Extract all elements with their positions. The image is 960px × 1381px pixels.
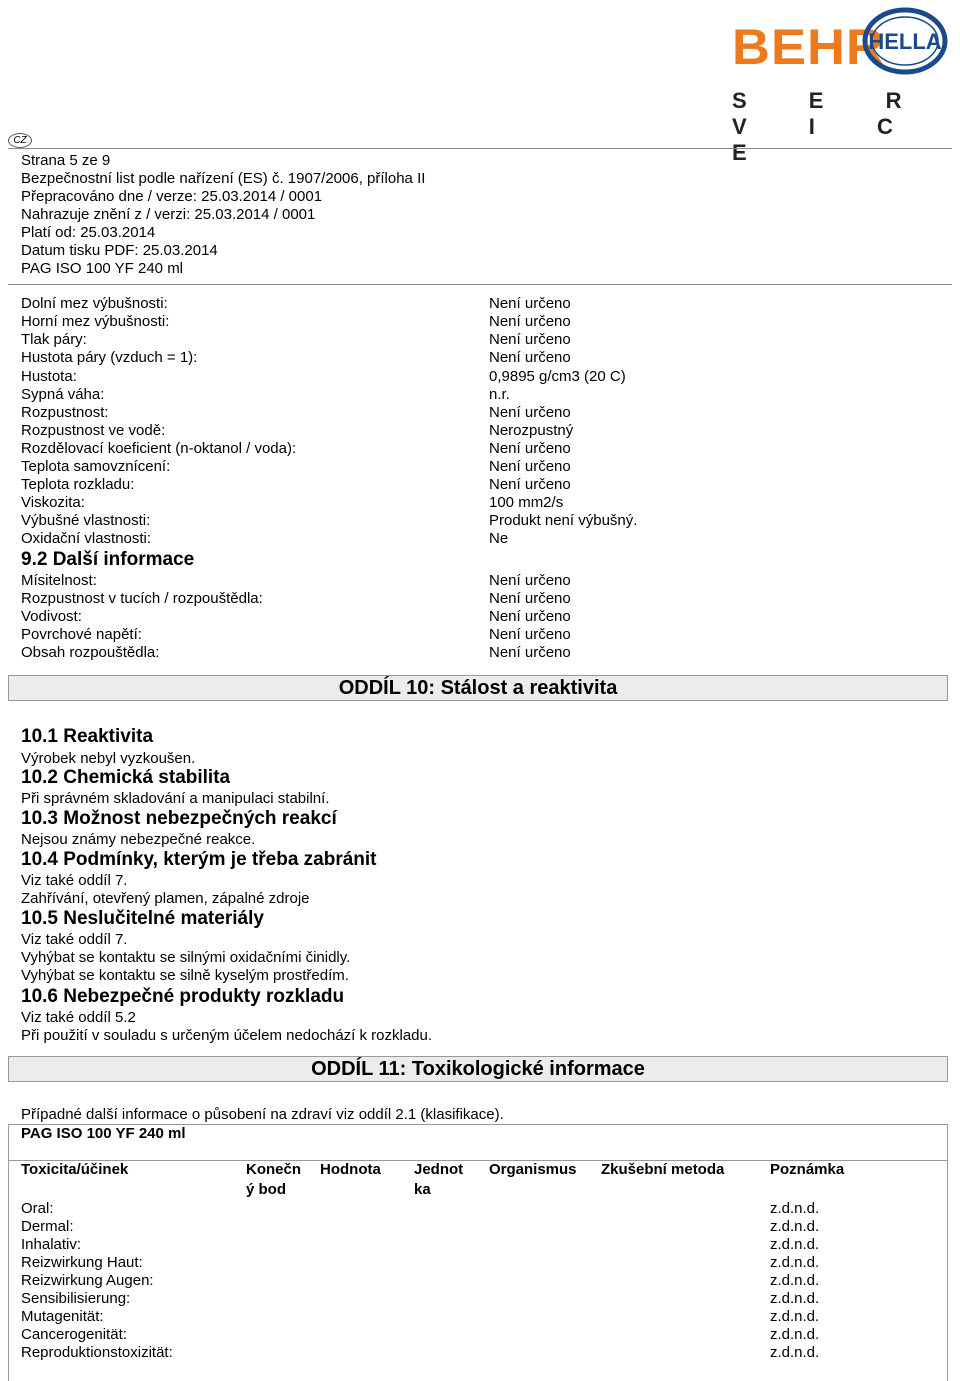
table-cell-note: z.d.n.d. [770, 1344, 820, 1361]
table-cell-note: z.d.n.d. [770, 1326, 820, 1343]
property-label: Dolní mez výbušnosti: [21, 295, 168, 312]
property-value: Není určeno [489, 295, 571, 312]
property-value: Není určeno [489, 313, 571, 330]
property-value: Není určeno [489, 349, 571, 366]
behr-logo: BEHR [732, 19, 885, 75]
subsection-text: Zahřívání, otevřený plamen, zápalné zdroje [21, 890, 310, 907]
table-cell-effect: Dermal: [21, 1218, 74, 1235]
print-date-line: Datum tisku PDF: 25.03.2014 [21, 242, 218, 259]
property-label: Rozdělovací koeficient (n-oktanol / voda): [21, 440, 297, 457]
subsection-text: Při použití v souladu s určeným účelem nedochází k rozkladu. [21, 1027, 433, 1044]
page-number: Strana 5 ze 9 [21, 152, 111, 169]
subsection-heading: 10.6 Nebezpečné produkty rozkladu [21, 986, 345, 1007]
subsection-heading: 10.5 Neslučitelné materiály [21, 908, 264, 929]
section-11-title: ODDÍL 11: Toxikologické informace [311, 1058, 645, 1080]
property-label: Rozpustnost ve vodě: [21, 422, 166, 439]
property-value: Není určeno [489, 458, 571, 475]
table-cell-effect: Oral: [21, 1200, 54, 1217]
header-bottom-divider [8, 284, 952, 285]
property-label: Vodivost: [21, 608, 82, 625]
section-10-bar [8, 675, 948, 701]
subsection-heading: 10.1 Reaktivita [21, 726, 154, 747]
table-cell-effect: Mutagenität: [21, 1308, 104, 1325]
table-cell-effect: Sensibilisierung: [21, 1290, 131, 1307]
property-label: Obsah rozpouštědla: [21, 644, 160, 661]
property-label: Oxidační vlastnosti: [21, 530, 152, 547]
section-11-bar [8, 1056, 948, 1082]
table-cell-effect: Cancerogenität: [21, 1326, 127, 1343]
valid-from-line: Platí od: 25.03.2014 [21, 224, 156, 241]
table-header: Zkušební metoda [601, 1161, 725, 1178]
subsection-text: Viz také oddíl 5.2 [21, 1009, 136, 1026]
subsection-text: Výrobek nebyl vyzkoušen. [21, 750, 196, 767]
property-label: Rozpustnost v tucích / rozpouštědla: [21, 590, 263, 607]
property-value: 100 mm2/s [489, 494, 564, 511]
subsection-heading: 10.4 Podmínky, kterým je třeba zabránit [21, 849, 377, 870]
hella-logo-text: HELLA [868, 29, 942, 54]
property-value: 0,9895 g/cm3 (20 C) [489, 368, 626, 385]
table-cell-note: z.d.n.d. [770, 1290, 820, 1307]
property-label: Sypná váha: [21, 386, 105, 403]
property-value: Není určeno [489, 608, 571, 625]
property-label: Rozpustnost: [21, 404, 109, 421]
property-value: n.r. [489, 386, 510, 403]
table-cell-note: z.d.n.d. [770, 1308, 820, 1325]
table-cell-note: z.d.n.d. [770, 1254, 820, 1271]
table-header: Jednot ka [414, 1161, 464, 1198]
country-badge: CZ [8, 133, 32, 148]
subsection-heading: 10.3 Možnost nebezpečných reakcí [21, 808, 337, 829]
subsection-heading: 10.2 Chemická stabilita [21, 767, 231, 788]
property-value: Není určeno [489, 440, 571, 457]
revision-line: Přepracováno dne / verze: 25.03.2014 / 0001 [21, 188, 323, 205]
subsection-text: Vyhýbat se kontaktu se silně kyselým prostředím. [21, 967, 349, 984]
table-cell-effect: Reizwirkung Haut: [21, 1254, 143, 1271]
property-value: Nerozpustný [489, 422, 574, 439]
table-cell-note: z.d.n.d. [770, 1218, 820, 1235]
hella-logo [862, 6, 948, 76]
table-cell-effect: Inhalativ: [21, 1236, 82, 1253]
table-cell-note: z.d.n.d. [770, 1236, 820, 1253]
property-label: Viskozita: [21, 494, 85, 511]
section-10-title: ODDÍL 10: Stálost a reaktivita [338, 677, 618, 699]
property-value: Není určeno [489, 476, 571, 493]
table-header: Organismus [489, 1161, 577, 1178]
table-cell-effect: Reizwirkung Augen: [21, 1272, 154, 1289]
product-name: PAG ISO 100 YF 240 ml [21, 260, 184, 277]
property-value: Není určeno [489, 572, 571, 589]
table-cell-note: z.d.n.d. [770, 1272, 820, 1289]
property-value: Není určeno [489, 404, 571, 421]
property-value: Není určeno [489, 626, 571, 643]
property-value: Produkt není výbušný. [489, 512, 638, 529]
section-11-intro: Případné další informace o působení na zdraví viz oddíl 2.1 (klasifikace). [21, 1106, 504, 1123]
table-header: Hodnota [320, 1161, 381, 1178]
property-label: Teplota samovznícení: [21, 458, 171, 475]
subsection-text: Při správném skladování a manipulaci stabilní. [21, 790, 330, 807]
property-label: Hustota: [21, 368, 77, 385]
table-product-name: PAG ISO 100 YF 240 ml [21, 1125, 186, 1142]
subsection-text: Viz také oddíl 7. [21, 931, 128, 948]
property-label: Výbušné vlastnosti: [21, 512, 151, 529]
table-header: Poznámka [770, 1161, 845, 1178]
property-value: Není určeno [489, 644, 571, 661]
table-header: Toxicita/účinek [21, 1161, 129, 1178]
replaces-line: Nahrazuje znění z / verzi: 25.03.2014 / 0001 [21, 206, 316, 223]
property-label: Horní mez výbušnosti: [21, 313, 170, 330]
subsection-text: Viz také oddíl 7. [21, 872, 128, 889]
property-label: Mísitelnost: [21, 572, 97, 589]
subsection-text: Nejsou známy nebezpečné reakce. [21, 831, 256, 848]
table-header: Konečn ý bod [246, 1161, 302, 1198]
subsection-text: Vyhýbat se kontaktu se silnými oxidačními činidly. [21, 949, 351, 966]
property-label: Povrchové napětí: [21, 626, 142, 643]
property-label: Teplota rozkladu: [21, 476, 135, 493]
property-value: Ne [489, 530, 509, 547]
property-value: Není určeno [489, 331, 571, 348]
property-label: Tlak páry: [21, 331, 87, 348]
header-divider [8, 148, 952, 149]
section-9-2-heading: 9.2 Další informace [21, 549, 195, 570]
service-wordmark: S E R V I C E [732, 88, 930, 165]
property-label: Hustota páry (vzduch = 1): [21, 349, 198, 366]
table-cell-note: z.d.n.d. [770, 1200, 820, 1217]
regulation-line: Bezpečnostní list podle nařízení (ES) č. 1907/2006, příloha II [21, 170, 426, 187]
property-value: Není určeno [489, 590, 571, 607]
table-cell-effect: Reproduktionstoxizität: [21, 1344, 173, 1361]
